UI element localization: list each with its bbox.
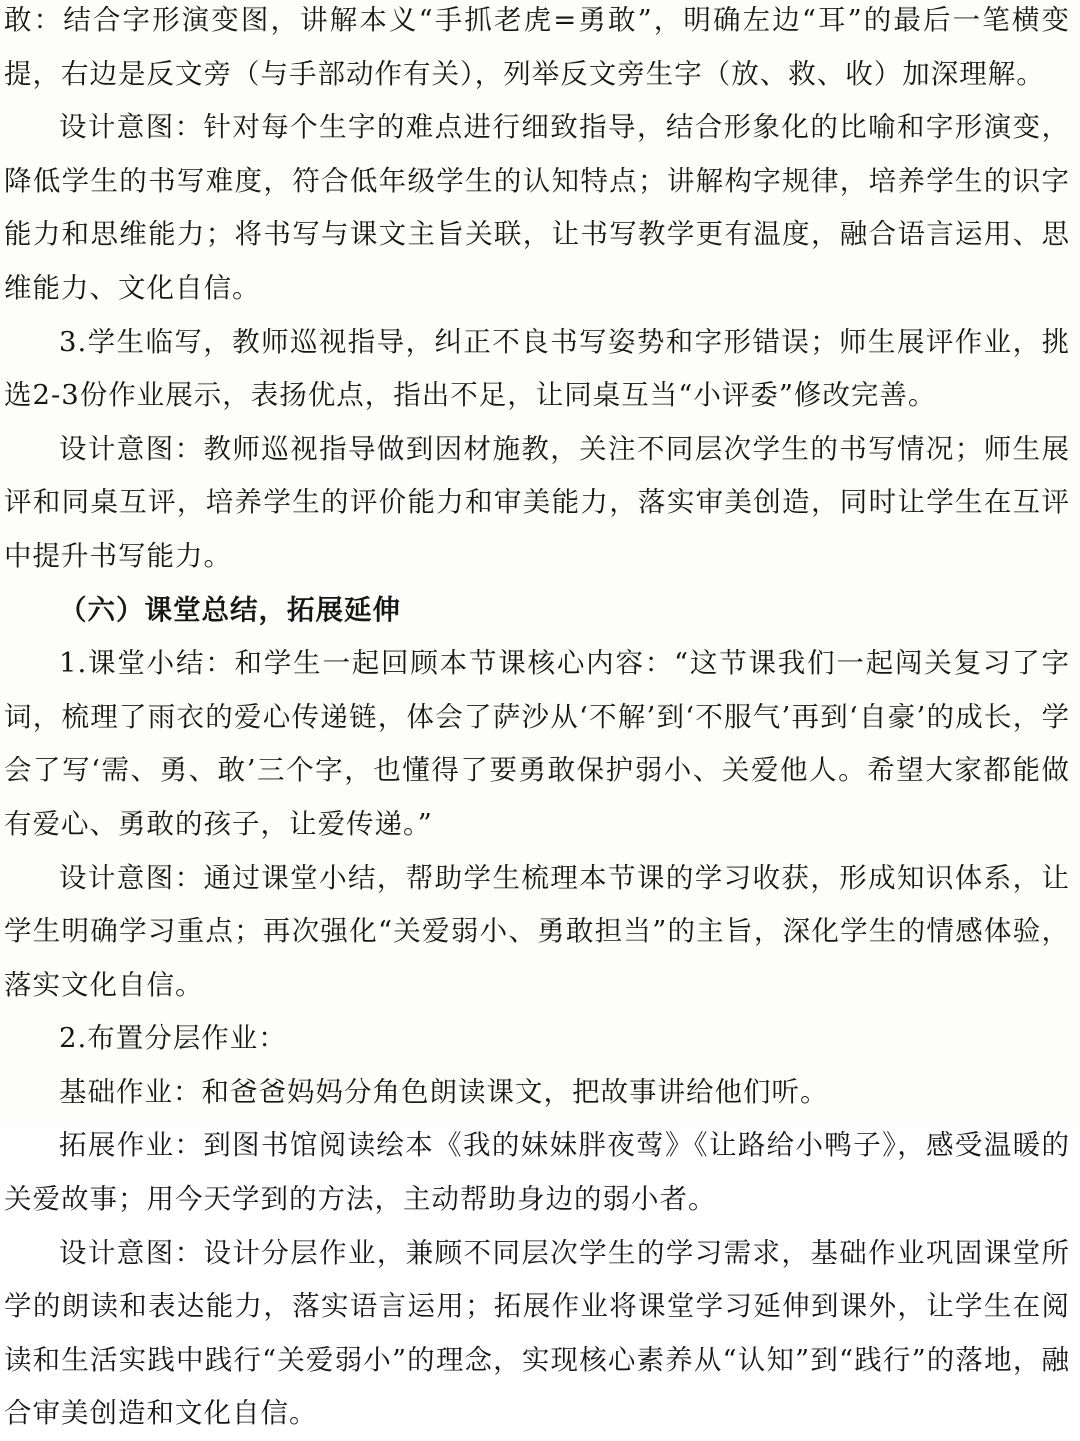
paragraph-design-intent-4: 设计意图：设计分层作业，兼顾不同层次学生的学习需求，基础作业巩固课堂所学的朗读和表达能力，落实语言运用；拓展作业将课堂学习延伸到课外，让学生在阅读和生活实践中践行“关爱弱小”的理念，实现核心素养从“认知”到“践行”的落地，融合审美创造和文化自信。: [4, 1236, 1070, 1430]
section-heading: （六）课堂总结，拓展延伸: [59, 593, 401, 626]
paragraph-basic-homework: 基础作业：和爸爸妈妈分角色朗读课文，把故事讲给他们听。: [59, 1075, 829, 1108]
paragraph-class-summary: 1.课堂小结：和学生一起回顾本节课核心内容：“这节课我们一起闯关复习了字词，梳理了雨衣的爱心传递链，体会了萨沙从‘不解’到‘不服气’再到‘自豪’的成长，学会了写‘需、勇、敢’三个字，也懂得了要勇敢保护弱小、关爱他人。希望大家都能做有爱心、勇敢的孩子，让爱传递。”: [4, 647, 1070, 840]
paragraph-homework-title: 2.布置分层作业：: [59, 1022, 287, 1055]
paragraph-design-intent-3: 设计意图：通过课堂小结，帮助学生梳理本节课的学习收获，形成知识体系，让学生明确学习重点；再次强化“关爱弱小、勇敢担当”的主旨，深化学生的情感体验，落实文化自信。: [4, 861, 1070, 1001]
paragraph-design-intent-2: 设计意图：教师巡视指导做到因材施教，关注不同层次学生的书写情况；师生展评和同桌互评，培养学生的评价能力和审美能力，落实审美创造，同时让学生在互评中提升书写能力。: [4, 432, 1070, 572]
paragraph-gan-character: 敢：结合字形演变图，讲解本义“手抓老虎=勇敢”，明确左边“耳”的最后一笔横变提，右边是反文旁（与手部动作有关），列举反文旁生字（放、救、收）加深理解。: [4, 4, 1070, 90]
paragraph-student-practice: 3.学生临写，教师巡视指导，纠正不良书写姿势和字形错误；师生展评作业，挑选2-3份作业展示，表扬优点，指出不足，让同桌互当“小评委”修改完善。: [4, 325, 1070, 412]
paragraph-extended-homework: 拓展作业：到图书馆阅读绘本《我的妹妹胖夜莺》《让路给小鸭子》，感受温暖的关爱故事；用今天学到的方法，主动帮助身边的弱小者。: [4, 1129, 1070, 1216]
paragraph-design-intent-1: 设计意图：针对每个生字的难点进行细致指导，结合形象化的比喻和字形演变，降低学生的书写难度，符合低年级学生的认知特点；讲解构字规律，培养学生的识字能力和思维能力；将书写与课文主旨关联，让书写教学更有温度，融合语言运用、思维能力、文化自信。: [4, 111, 1070, 304]
